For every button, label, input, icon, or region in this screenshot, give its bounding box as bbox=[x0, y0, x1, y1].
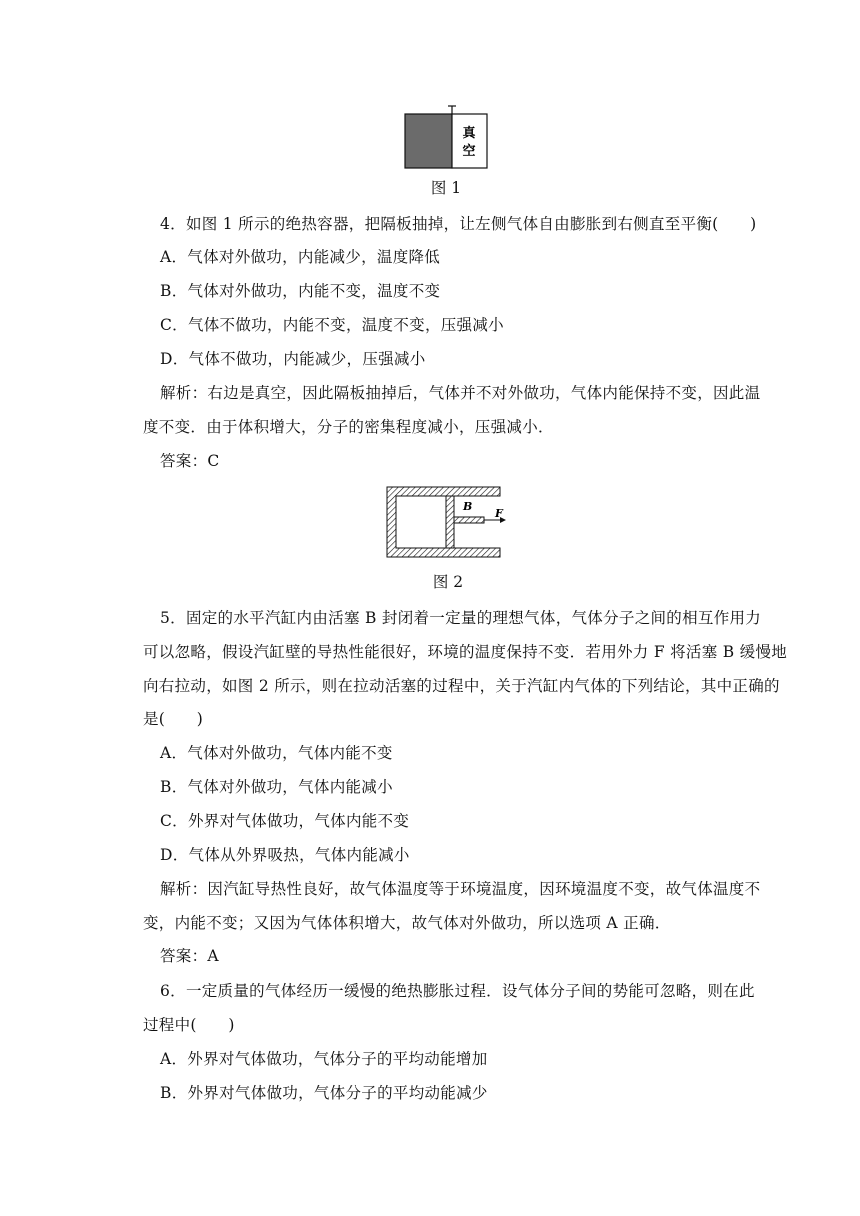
q5-answer: 答案：A bbox=[160, 947, 219, 965]
q4-analysis-line-1: 解析：右边是真空，因此隔板抽掉后，气体并不对外做功，气体内能保持不变，因此温 bbox=[160, 384, 761, 402]
vacuum-region bbox=[452, 114, 487, 168]
q4-answer: 答案：C bbox=[160, 452, 220, 470]
q5-analysis-line-1: 解析：因汽缸导热性良好，故气体温度等于环境温度，因环境温度不变，故气体温度不 bbox=[160, 880, 761, 898]
vacuum-label-bottom: 空 bbox=[462, 144, 476, 159]
q6-stem-line-1: 6．一定质量的气体经历一缓慢的绝热膨胀过程．设气体分子间的势能可忽略，则在此 bbox=[160, 982, 755, 1000]
figure-2-cylinder-diagram bbox=[384, 484, 514, 560]
q4-option-a: A．气体对外做功，内能减少，温度降低 bbox=[160, 248, 441, 266]
q4-option-c: C．气体不做功，内能不变，温度不变，压强减小 bbox=[160, 316, 504, 334]
q4-option-b: B．气体对外做功，内能不变，温度不变 bbox=[160, 282, 441, 300]
q6-option-a: A．外界对气体做功，气体分子的平均动能增加 bbox=[160, 1050, 488, 1068]
figure-2-caption: 图 2 bbox=[432, 573, 464, 591]
q4-option-d: D．气体不做功，内能减少，压强减小 bbox=[160, 350, 426, 368]
q5-option-a: A．气体对外做功，气体内能不变 bbox=[160, 744, 393, 762]
q5-stem-line-2: 可以忽略，假设汽缸壁的导热性能很好，环境的温度保持不变．若用外力 F 将活塞 B 缓慢地 bbox=[143, 643, 788, 661]
figure-1-caption: 图 1 bbox=[430, 179, 462, 197]
q6-option-b: B．外界对气体做功，气体分子的平均动能减少 bbox=[160, 1084, 488, 1102]
piston-b bbox=[446, 496, 454, 548]
piston-rod bbox=[454, 517, 484, 523]
q4-stem: 4．如图 1 所示的绝热容器，把隔板抽掉，让左侧气体自由膨胀到右侧直至平衡( ) bbox=[160, 215, 757, 233]
vacuum-label-top: 真 bbox=[462, 126, 476, 141]
q6-stem-line-2: 过程中( ) bbox=[143, 1016, 235, 1034]
q4-analysis-line-2: 度不变．由于体积增大，分子的密集程度减小，压强减小． bbox=[143, 418, 554, 436]
q5-stem-line-3: 向右拉动，如图 2 所示，则在拉动活塞的过程中，关于汽缸内气体的下列结论，其中正确的 bbox=[143, 677, 780, 695]
figure-1-container-diagram bbox=[400, 104, 492, 170]
q5-option-d: D．气体从外界吸热，气体内能减小 bbox=[160, 846, 410, 864]
force-label: F bbox=[495, 507, 503, 520]
q5-option-c: C．外界对气体做功，气体内能不变 bbox=[160, 812, 410, 830]
piston-label: B bbox=[463, 500, 473, 513]
q5-stem-line-4: 是( ) bbox=[143, 710, 204, 728]
q5-stem-line-1: 5．固定的水平汽缸内由活塞 B 封闭着一定量的理想气体，气体分子之间的相互作用力 bbox=[160, 609, 762, 627]
q5-analysis-line-2: 变，内能不变；又因为气体体积增大，故气体对外做功，所以选项 A 正确． bbox=[143, 914, 671, 932]
q5-option-b: B．气体对外做功，气体内能减小 bbox=[160, 778, 393, 796]
gas-region bbox=[405, 114, 452, 168]
